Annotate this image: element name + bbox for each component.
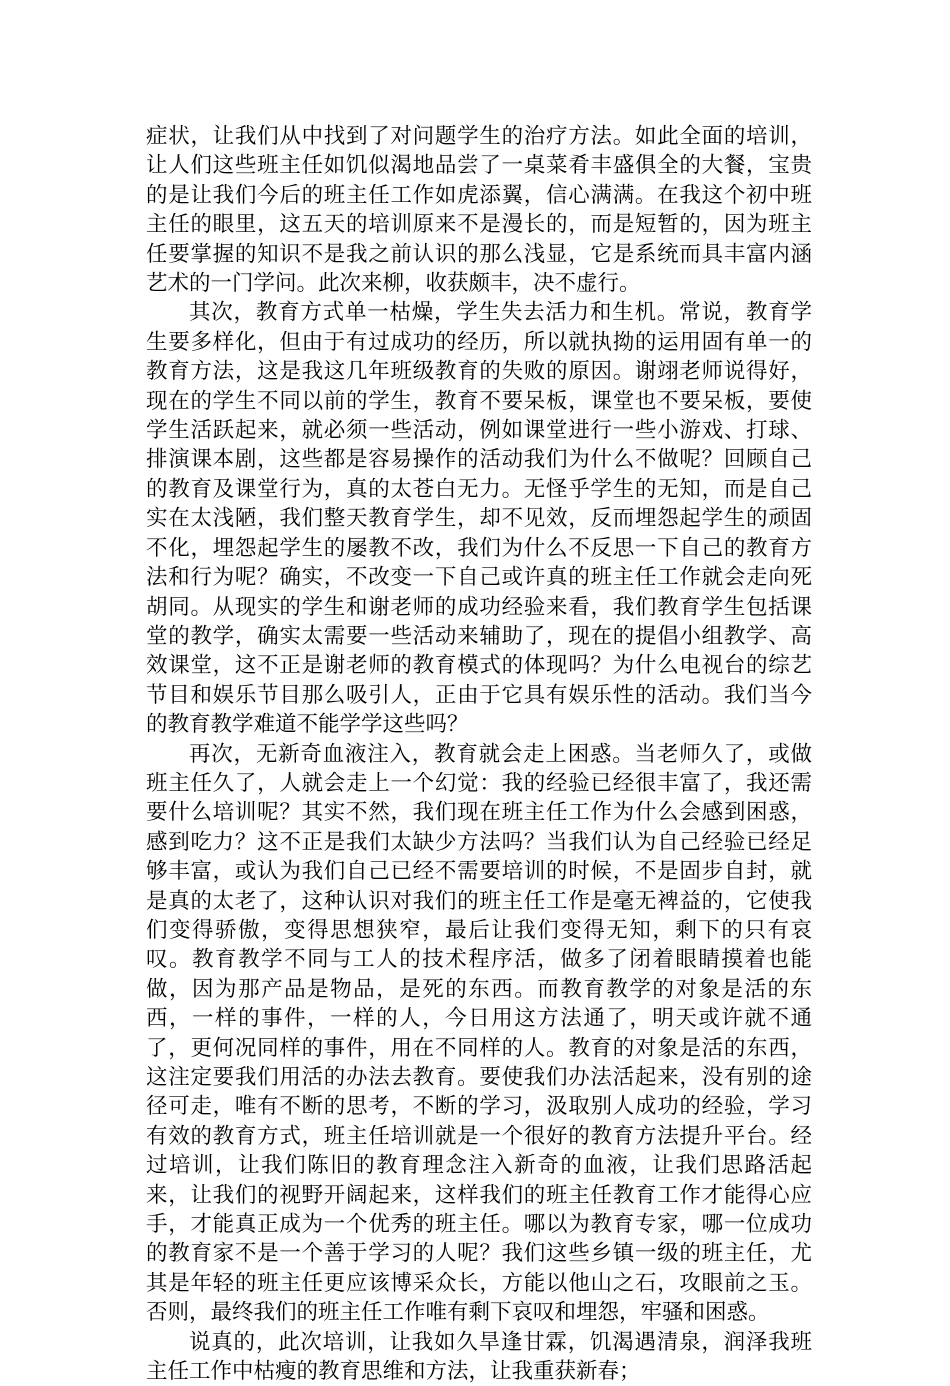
paragraph-continuation: 症状，让我们从中找到了对问题学生的治疗方法。如此全面的培训，让人们这些班主任如饥似渴地品尝了一桌菜肴丰盛俱全的大餐，宝贵的是让我们今后的班主任工作如虎添翼，信心满满。在我这个初中班主任的眼里，这五天的培训原来不是漫长的，而是短暂的，因为班主任要掌握的知识不是我之前认识的那么浅显，它是系统而具丰富内涵艺术的一门学问。此次来柳，收获颇丰，决不虚行。 (146, 124, 812, 297)
paragraph-secondly: 其次，教育方式单一枯燥，学生失去活力和生机。常说，教育学生要多样化，但由于有过成功的经历，所以就执拗的运用固有单一的教育方法，这是我这几年班级教育的失败的原因。谢翊老师说得好，现在的学生不同以前的学生，教育不要呆板，课堂也不要呆板，要使学生活跃起来，就必须一些活动，例如课堂进行一些小游戏、打球、排演课本剧，这些都是容易操作的活动我们为什么不做呢？回顾自己的教育及课堂行为，真的太苍白无力。无怪乎学生的无知，而是自己实在太浅陋，我们整天教育学生，却不见效，反而埋怨起学生的顽固不化，埋怨起学生的屡教不改，我们为什么不反思一下自己的教育方法和行为呢？确实，不改变一下自己或许真的班主任工作就会走向死胡同。从现实的学生和谢老师的成功经验来看，我们教育学生包括课堂的教学，确实太需要一些活动来辅助了，现在的提倡小组教学、高效课堂，这不正是谢老师的教育模式的体现吗？为什么电视台的综艺节目和娱乐节目那么吸引人，正由于它具有娱乐性的活动。我们当今的教育教学难道不能学学这些吗？ (146, 300, 812, 738)
paragraph-conclusion: 说真的，此次培训，让我如久旱逢甘霖，饥渴遇清泉，润泽我班主任工作中枯瘦的教育思维和方法，让我重获新春； (146, 1329, 812, 1385)
document-body (146, 122, 812, 1386)
paragraph-thirdly: 再次，无新奇血液注入，教育就会走上困惑。当老师久了，或做班主任久了，人就会走上一个幻觉：我的经验已经很丰富了，我还需要什么培训呢？其实不然，我们现在班主任工作为什么会感到困惑，感到吃力？这不正是我们太缺少方法吗？当我们认为自己经验已经足够丰富，或认为我们自己已经不需要培训的时候，不是固步自封，就是真的太老了，这种认识对我们的班主任工作是毫无裨益的，它使我们变得骄傲，变得思想狭窄，最后让我们变得无知，剩下的只有哀叹。教育教学不同与工人的技术程序活，做多了闭着眼睛摸着也能做，因为那产品是物品，是死的东西。而教育教学的对象是活的东西，一样的事件，一样的人，今日用这方法通了，明天或许就不通了，更何况同样的事件，用在不同样的人。教育的对象是活的东西，这注定要我们用活的办法去教育。要使我们办法活起来，没有别的途径可走，唯有不断的思考，不断的学习，汲取别人成功的经验，学习有效的教育方式，班主任培训就是一个很好的教育方法提升平台。经过培训，让我们陈旧的教育理念注入新奇的血液，让我们思路活起来，让我们的视野开阔起来，这样我们的班主任教育工作才能得心应手，才能真正成为一个优秀的班主任。哪以为教育专家，哪一位成功的教育家不是一个善于学习的人呢？我们这些乡镇一级的班主任，尤其是年轻的班主任更应该博采众长，方能以他山之石，攻眼前之玉。否则，最终我们的班主任工作唯有剩下哀叹和埋怨，牢骚和困惑。 (146, 741, 812, 1326)
